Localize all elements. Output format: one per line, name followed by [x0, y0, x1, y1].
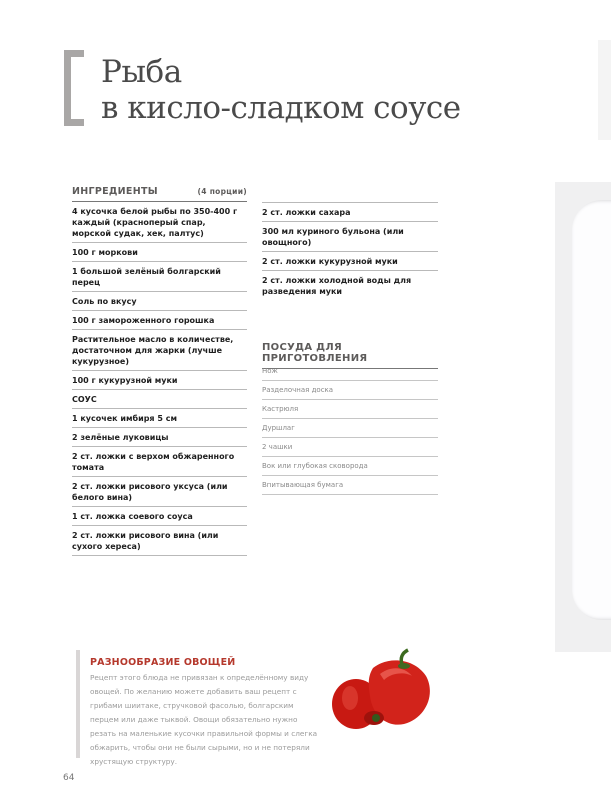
cookware-item: Вок или глубокая сковорода [262, 457, 438, 476]
title-line-2: в кисло-сладком соусе [101, 90, 461, 126]
cookware-item: Разделочная доска [262, 381, 438, 400]
ingredients-column-right [262, 202, 438, 300]
page-title [101, 54, 461, 126]
dish-plate-image [572, 200, 611, 620]
ingredients-heading [72, 186, 247, 202]
cookware-item: Нож [262, 362, 438, 381]
title-bracket-icon [64, 50, 84, 126]
cookware-item: Впитывающая бумага [262, 476, 438, 495]
page-number: 64 [63, 773, 75, 783]
title-line-1: Рыба [101, 54, 182, 90]
sauce-subheading: СОУС [72, 390, 247, 409]
tip-side-rule [76, 650, 80, 758]
ingredients-column-left [72, 186, 247, 556]
ingredient-item: 2 зелёные луковицы [72, 428, 247, 447]
ingredient-item: 300 мл куриного бульона (или овощного) [262, 222, 438, 252]
ingredients-title: ИНГРЕДИЕНТЫ [72, 186, 158, 197]
tip-heading: РАЗНООБРАЗИЕ ОВОЩЕЙ [90, 657, 236, 668]
ingredient-item: 100 г замороженного горошка [72, 311, 247, 330]
red-pepper-image [328, 648, 436, 734]
ingredient-item: 2 ст. ложки рисового уксуса (или белого вина) [72, 477, 247, 507]
ingredient-item: 1 кусочек имбиря 5 см [72, 409, 247, 428]
ingredient-item: 2 ст. ложки сахара [262, 202, 438, 222]
ingredient-item: Соль по вкусу [72, 292, 247, 311]
ingredient-item: 100 г моркови [72, 243, 247, 262]
ingredient-item: 2 ст. ложки рисового вина (или сухого хереса) [72, 526, 247, 556]
cookware-item: Дуршлаг [262, 419, 438, 438]
page-edge-shadow [598, 40, 611, 140]
ingredient-item: 100 г кукурузной муки [72, 371, 247, 390]
portions-label: (4 порции) [197, 187, 247, 196]
cookware-item: Кастрюля [262, 400, 438, 419]
ingredient-item: 1 ст. ложка соевого соуса [72, 507, 247, 526]
ingredient-item: 2 ст. ложки с верхом обжаренного томата [72, 447, 247, 477]
cookware-item: 2 чашки [262, 438, 438, 457]
ingredient-item: 4 кусочка белой рыбы по 350-400 г каждый (красноперый спар, морской судак, хек, палтус) [72, 202, 247, 243]
tip-text: Рецепт этого блюда не привязан к определённому виду овощей. По желанию можете добавить ваш рецепт с грибами шиитаке, стручковой фасолью, болгарским перцем или даже тыквой. Овощи обязательно нужно резать на маленькие кусочки правильной формы и слегка обжарить, чтобы они не были сырыми, но и не потеряли хрустящую структуру. [90, 673, 318, 766]
cookware-list [262, 362, 438, 495]
cookware-heading: ПОСУДА ДЛЯ ПРИГОТОВЛЕНИЯ [262, 342, 438, 369]
ingredient-item: 2 ст. ложки кукурузной муки [262, 252, 438, 271]
ingredient-item: 1 большой зелёный болгарский перец [72, 262, 247, 292]
ingredient-item: 2 ст. ложки холодной воды для разведения муки [262, 276, 412, 296]
ingredient-item: Растительное масло в количестве, достаточном для жарки (лучше кукурузное) [72, 330, 247, 371]
